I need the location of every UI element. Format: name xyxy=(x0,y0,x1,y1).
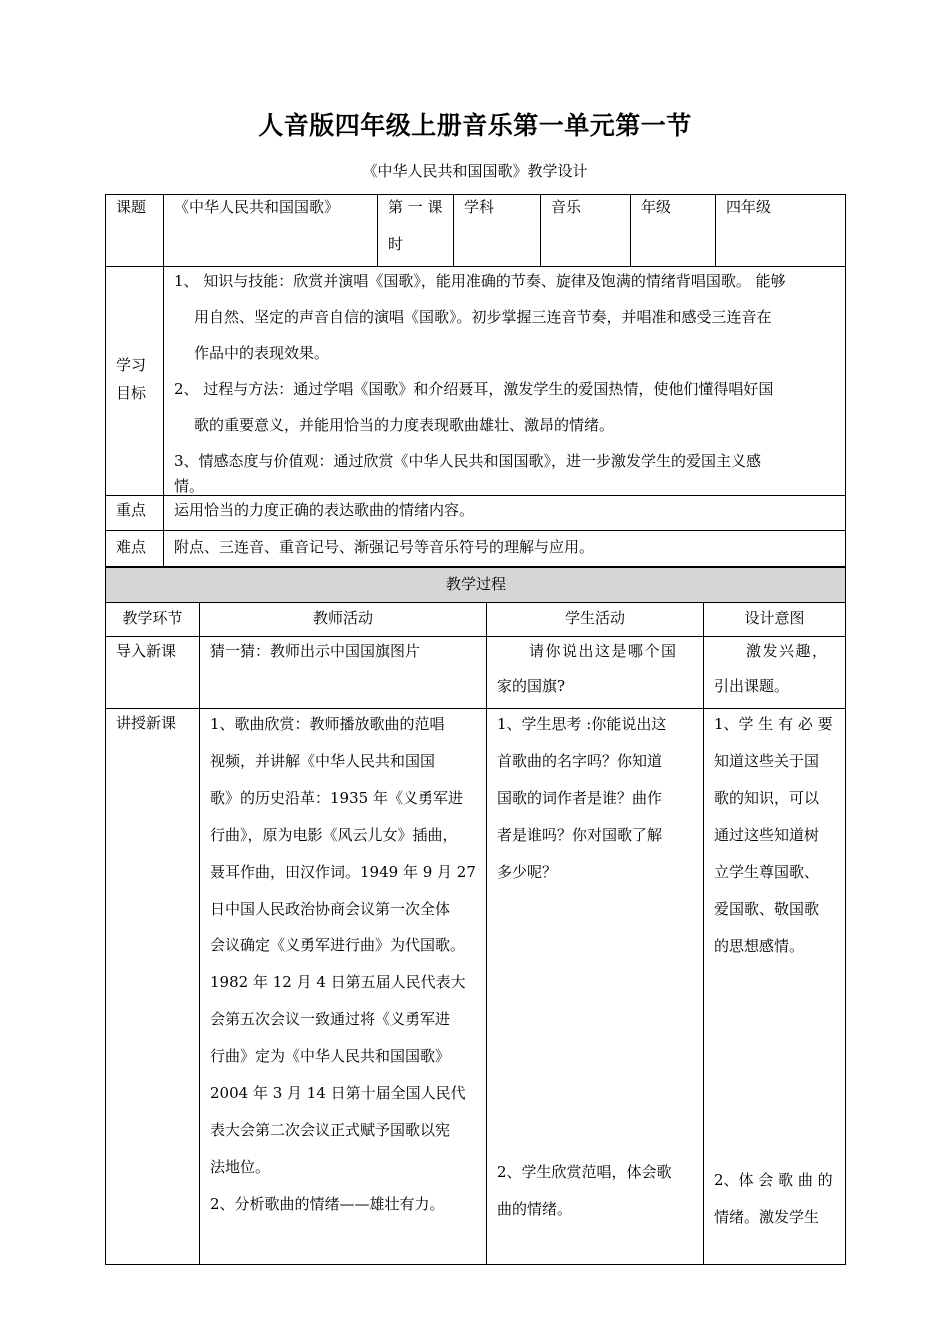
intro-stage: 导入新课 xyxy=(116,642,177,660)
teacher-line: 表大会第二次会议正式赋予国歌以宪 xyxy=(210,1120,451,1139)
teach-student-content xyxy=(487,706,703,891)
intent-line: 的思想感情。 xyxy=(714,937,805,955)
objective-item1-line2: 用自然、坚定的声音自信的演唱《国歌》。初步掌握三连音节奏，并唱准和感受三连音在 xyxy=(194,308,772,326)
objective-item1-line3: 作品中的表现效果。 xyxy=(194,344,330,362)
col-header-intent: 设计意图 xyxy=(744,609,805,627)
teach-intent-content xyxy=(704,706,845,965)
teacher-line: 行曲》，原为电影《风云儿女》插曲， xyxy=(210,825,458,844)
student-line: 1、学生思考 :你能说出这 xyxy=(497,715,667,733)
period-line1: 第 一 课 xyxy=(388,198,443,216)
student-line: 多少呢？ xyxy=(497,863,558,881)
teacher-line: 视频，并讲解《中华人民共和国国 xyxy=(210,751,436,770)
lesson-value: 《中华人民共和国国歌》 xyxy=(174,198,340,216)
table-border-bottom xyxy=(105,1264,846,1265)
objective-item3-line1: 3、情感态度与价值观：通过欣赏《中华人民共和国国歌》，进一步激发学生的爱国主义感 xyxy=(174,452,762,470)
lesson-label: 课题 xyxy=(116,198,147,216)
teach-student-content-2 xyxy=(487,1154,703,1228)
intro-intent-line1: 激发兴趣， xyxy=(746,642,829,660)
teach-stage: 讲授新课 xyxy=(116,714,177,732)
intent-line: 歌的知识，可以 xyxy=(714,789,820,807)
student-line: 首歌曲的名字吗？你知道 xyxy=(497,752,663,770)
objective-item2-line2: 歌的重要意义，并能用恰当的力度表现歌曲雄壮、激昂的情绪。 xyxy=(194,416,615,434)
objectives-label-line1: 学习 xyxy=(116,356,147,374)
process-heading: 教学过程 xyxy=(445,575,506,593)
intent-line: 1、学 生 有 必 要 xyxy=(714,715,833,733)
col-header-student: 学生活动 xyxy=(564,609,625,627)
intro-student-line2: 家的国旗? xyxy=(497,677,566,695)
student-line: 曲的情绪。 xyxy=(497,1200,573,1218)
subject-value: 音乐 xyxy=(551,198,582,216)
key-point-label: 重点 xyxy=(116,501,147,519)
grade-value: 四年级 xyxy=(726,198,772,216)
grade-label: 年级 xyxy=(641,198,672,216)
teacher-line: 会议确定《义勇军进行曲》为代国歌。 xyxy=(210,936,466,955)
teacher-line: 法地位。 xyxy=(210,1157,271,1176)
difficulty-value: 附点、三连音、重音记号、渐强记号等音乐符号的理解与应用。 xyxy=(174,538,595,556)
intro-intent-line2: 引出课题。 xyxy=(714,677,790,695)
teacher-line: 2004 年 3 月 14 日第十届全国人民代 xyxy=(210,1084,466,1103)
intro-teacher: 猜一猜：教师出示中国国旗图片 xyxy=(210,642,421,660)
intent-line: 知道这些关于国 xyxy=(714,752,820,770)
intent-line: 情绪。激发学生 xyxy=(714,1208,820,1226)
teacher-line: 1、歌曲欣赏：教师播放歌曲的范唱 xyxy=(210,715,445,733)
intent-line: 2、体 会 歌 曲 的 xyxy=(714,1171,833,1189)
document-title: 人音版四年级上册音乐第一单元第一节 xyxy=(258,111,692,140)
teach-teacher-content xyxy=(200,706,486,1223)
period-line2: 时 xyxy=(388,235,404,253)
intent-line: 立学生尊国歌、 xyxy=(714,863,820,881)
teacher-line: 行曲》定为《中华人民共和国国歌》 xyxy=(210,1047,451,1066)
table-border-right xyxy=(845,194,846,1265)
student-line: 2、学生欣赏范唱，体会歌 xyxy=(497,1163,672,1181)
intro-student-line1: 请你说出这是哪个国 xyxy=(529,642,678,660)
teacher-line: 聂耳作曲，田汉作词。1949 年 9 月 27 xyxy=(210,862,476,881)
student-line: 者是谁吗？你对国歌了解 xyxy=(497,826,663,844)
teacher-line: 会第五次会议一致通过将《义勇军进 xyxy=(210,1010,451,1029)
objective-item3-line2: 情。 xyxy=(174,477,205,495)
teacher-line: 歌》的历史沿革：1935 年《义勇军进 xyxy=(210,788,463,807)
col-header-stage: 教学环节 xyxy=(122,609,183,627)
teacher-line: 1982 年 12 月 4 日第五届人民代表大 xyxy=(210,973,466,992)
objective-item1-line1: 1、 知识与技能：欣赏并演唱《国歌》，能用准确的节奏、旋律及饱满的情绪背唱国歌。 能够 xyxy=(174,272,786,290)
objectives-content xyxy=(164,263,845,493)
subject-label: 学科 xyxy=(464,198,495,216)
teach-intent-content-2 xyxy=(704,1162,845,1236)
student-line: 国歌的词作者是谁？曲作 xyxy=(497,789,663,807)
col-header-teacher: 教师活动 xyxy=(312,609,373,627)
objectives-label-line2: 目标 xyxy=(116,384,147,402)
intent-line: 通过这些知道树 xyxy=(714,826,820,844)
document-subtitle: 《中华人民共和国国歌》教学设计 xyxy=(362,162,588,180)
key-point-value: 运用恰当的力度正确的表达歌曲的情绪内容。 xyxy=(174,501,475,519)
difficulty-label: 难点 xyxy=(116,538,147,556)
objective-item2-line1: 2、 过程与方法：通过学唱《国歌》和介绍聂耳，激发学生的爱国热情，使他们懂得唱好国 xyxy=(174,380,774,398)
teacher-line: 2、分析歌曲的情绪——雄壮有力。 xyxy=(210,1194,445,1213)
intent-line: 爱国歌、敬国歌 xyxy=(714,900,820,918)
teacher-line: 日中国人民政治协商会议第一次全体 xyxy=(210,899,451,918)
